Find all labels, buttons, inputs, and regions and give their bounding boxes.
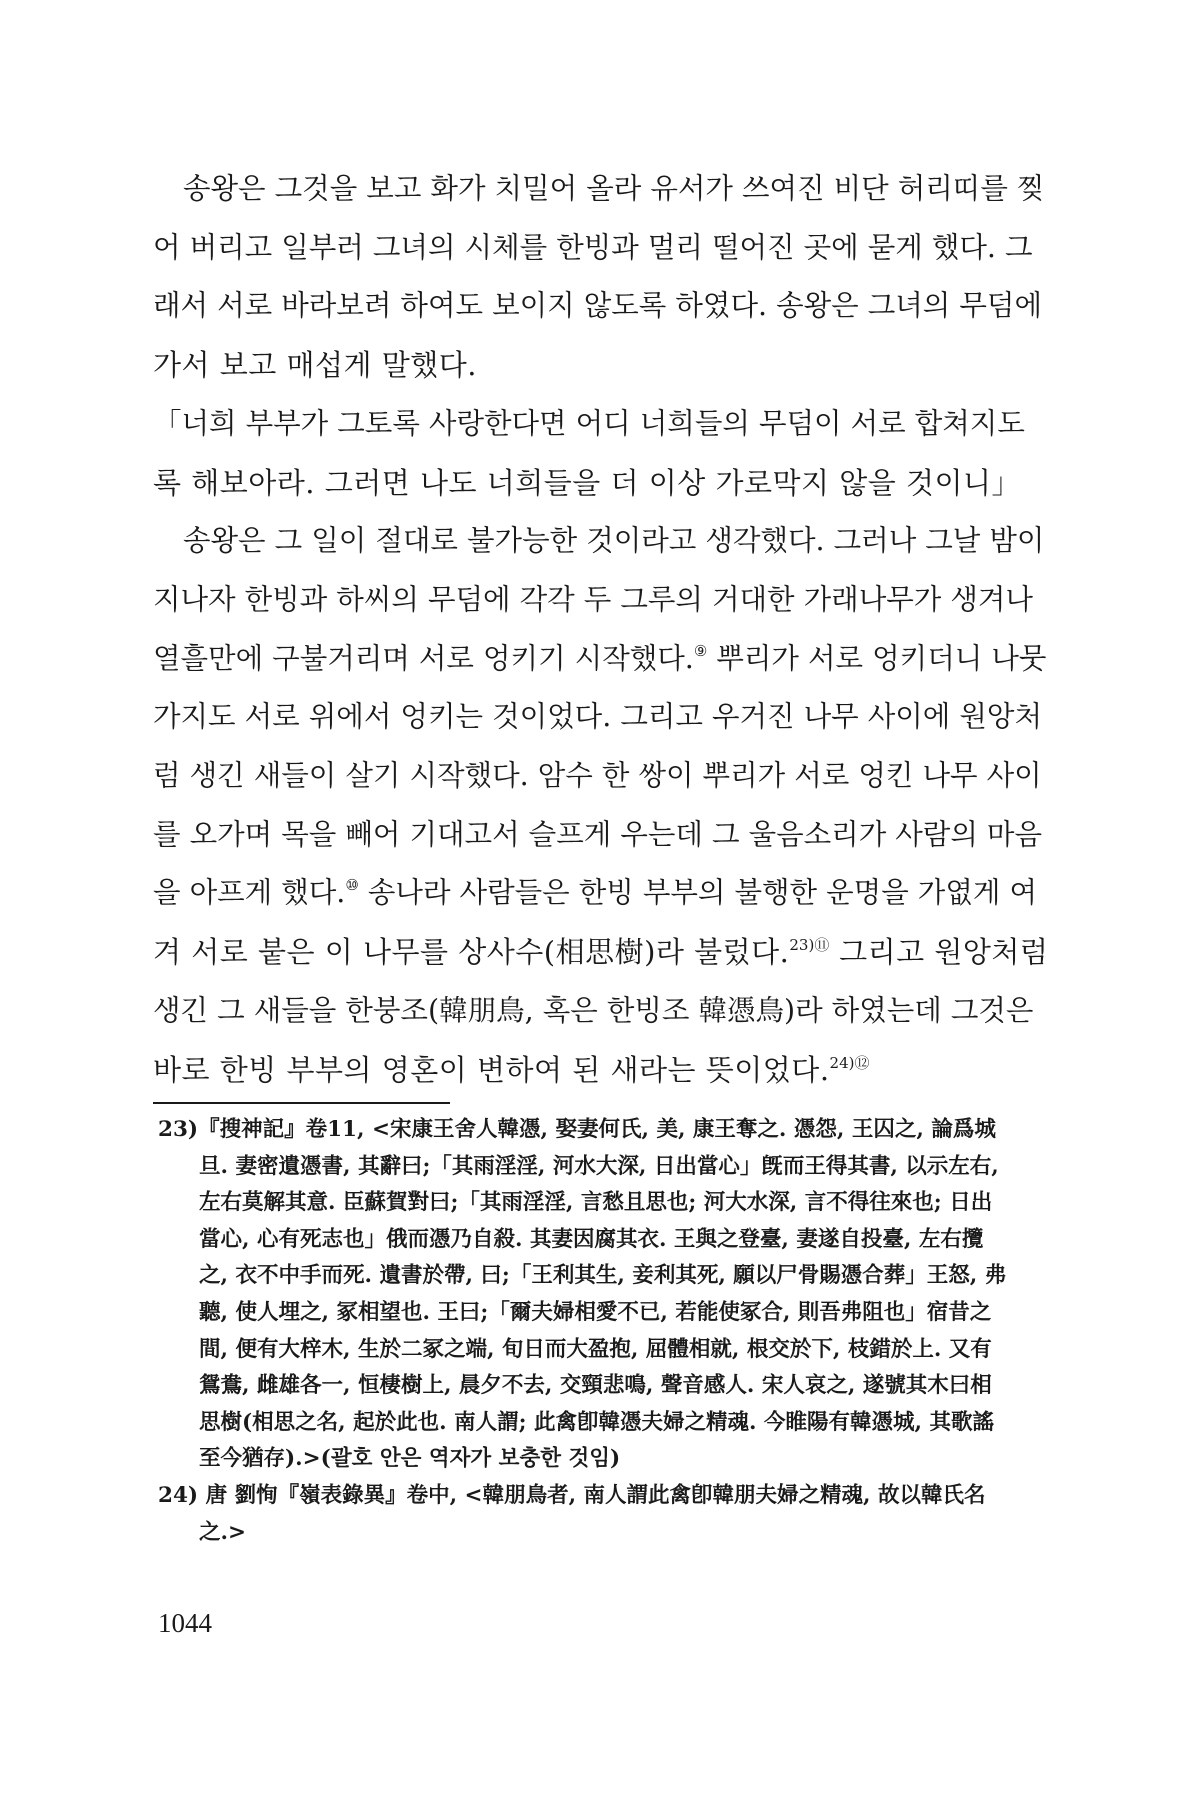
- footnote-number: 24): [158, 1482, 199, 1508]
- footnote-24: [158, 1478, 1053, 1515]
- circled-note-mark: ⑨: [693, 641, 708, 660]
- text-line: 송왕은 그 일이 절대로 불가능한 것이라고 생각했다. 그러나 그날 밤이: [183, 524, 1045, 558]
- text-segment: 을 아프게 했다.: [153, 876, 346, 910]
- text-line: 록 해보아라. 그러면 나도 너희들을 더 이상 가로막지 않을 것이니」: [153, 465, 1022, 500]
- footnote-line: 思樹(相思之名, 起於此也. 南人謂; 此禽卽韓憑夫婦之精魂. 今睢陽有韓憑城, 其歌謠: [199, 1409, 994, 1435]
- footnote-line: 之.>: [199, 1519, 246, 1545]
- text-segment: 겨 서로 붙은 이 나무를 상사수(相思樹)라 불렀다.: [153, 935, 790, 970]
- text-segment: 바로 한빙 부부의 영혼이 변하여 된 새라는 뜻이었다.: [153, 1052, 830, 1087]
- text-line: 를 오가며 목을 빼어 기대고서 슬프게 우는데 그 울음소리가 사람의 마음: [153, 817, 1042, 851]
- text-line: [153, 630, 1053, 689]
- text-segment: 송나라 사람들은 한빙 부부의 불행한 운명을 가엾게 여: [358, 876, 1037, 910]
- footnote-text: 『搜神記』卷11, <宋康王舍人韓憑, 娶妻何氏, 美, 康王奪之. 憑怨, 王囚之, 論爲城: [198, 1117, 996, 1142]
- circled-note-mark: ⑫: [854, 1053, 870, 1072]
- footnote-line: 聽, 使人埋之, 冢相望也. 王曰;「爾夫婦相愛不已, 若能使冢合, 則吾弗阻也」宿昔之: [199, 1299, 992, 1325]
- text-line: [153, 864, 1053, 923]
- text-line: 생긴 그 새들을 한붕조(韓朋鳥, 혹은 한빙조 韓憑鳥)라 하였는데 그것은: [153, 993, 1034, 1027]
- text-segment: 뿌리가 서로 엉키더니 나뭇: [707, 641, 1047, 675]
- text-line: 래서 서로 바라보려 하여도 보이지 않도록 하였다. 송왕은 그녀의 무덤에: [153, 289, 1042, 323]
- text-line: 송왕은 그것을 보고 화가 치밀어 올라 유서가 쓰여진 비단 허리띠를 찢: [183, 172, 1045, 205]
- text-line: [153, 1041, 1053, 1100]
- footnote-divider: [153, 1102, 450, 1104]
- main-text: [153, 160, 1053, 1099]
- text-segment: 열흘만에 구불거리며 서로 엉키기 시작했다.: [153, 641, 694, 675]
- dialogue-line: 「너희 부부가 그토록 사랑한다면 어디 너희들의 무덤이 서로 합쳐지도: [153, 406, 1025, 440]
- footnote-number: 23): [158, 1117, 199, 1142]
- text-line: 럼 생긴 새들이 살기 시작했다. 암수 한 쌍이 뿌리가 서로 엉킨 나무 사이: [153, 759, 1042, 793]
- page-number: 1044: [158, 1608, 212, 1638]
- footnote-text: 唐 劉恂『嶺表錄異』卷中, <韓朋鳥者, 南人謂此禽卽韓朋夫婦之精魂, 故以韓氏名: [205, 1482, 986, 1508]
- footnote-line: 鴛鴦, 雌雄各一, 恒棲樹上, 晨夕不去, 交頸悲鳴, 聲音感人. 宋人哀之, 遂號其木曰相: [199, 1373, 992, 1399]
- text-line: 가지도 서로 위에서 엉키는 것이었다. 그리고 우거진 나무 사이에 원앙처: [153, 700, 1042, 734]
- circled-note-mark: ⑪: [814, 936, 830, 955]
- footnote-ref: 24): [829, 1053, 855, 1072]
- footnote-line: 旦. 妻密遺憑書, 其辭曰;「其雨淫淫, 河水大深, 日出當心」旣而王得其書, 以示左右,: [199, 1153, 999, 1179]
- footnote-line: 左右莫解其意. 臣蘇賀對曰;「其雨淫淫, 言愁且思也; 河大水深, 言不得往來也; 日出: [199, 1190, 993, 1216]
- footnote-23: [158, 1112, 1053, 1149]
- circled-note-mark: ⑩: [345, 876, 359, 895]
- footnote-line: 至今猶存).>(괄호 안은 역자가 보충한 것임): [199, 1446, 621, 1472]
- footnote-ref: 23): [789, 936, 815, 955]
- text-line: 지나자 한빙과 하씨의 무덤에 각각 두 그루의 거대한 가래나무가 생겨나: [153, 582, 1033, 616]
- footnote-line: 之, 衣不中手而死. 遺書於帶, 曰;「王利其生, 妾利其死, 願以尸骨賜憑合葬」王怒, 弗: [199, 1263, 1007, 1289]
- footnotes: [158, 1112, 1053, 1551]
- text-line: 가서 보고 매섭게 말했다.: [153, 348, 478, 383]
- footnote-line: 當心, 心有死志也」俄而憑乃自殺. 其妻因腐其衣. 王與之登臺, 妻遂自投臺, 左右攬: [199, 1226, 984, 1252]
- footnote-line: 間, 便有大梓木, 生於二冢之端, 旬日而大盈抱, 屈體相就, 根交於下, 枝錯於上. 又有: [199, 1336, 992, 1362]
- text-line: 어 버리고 일부러 그녀의 시체를 한빙과 멀리 떨어진 곳에 묻게 했다. 그: [153, 230, 1033, 264]
- text-segment: 그리고 원앙처럼: [829, 935, 1049, 970]
- text-line: [153, 923, 1053, 982]
